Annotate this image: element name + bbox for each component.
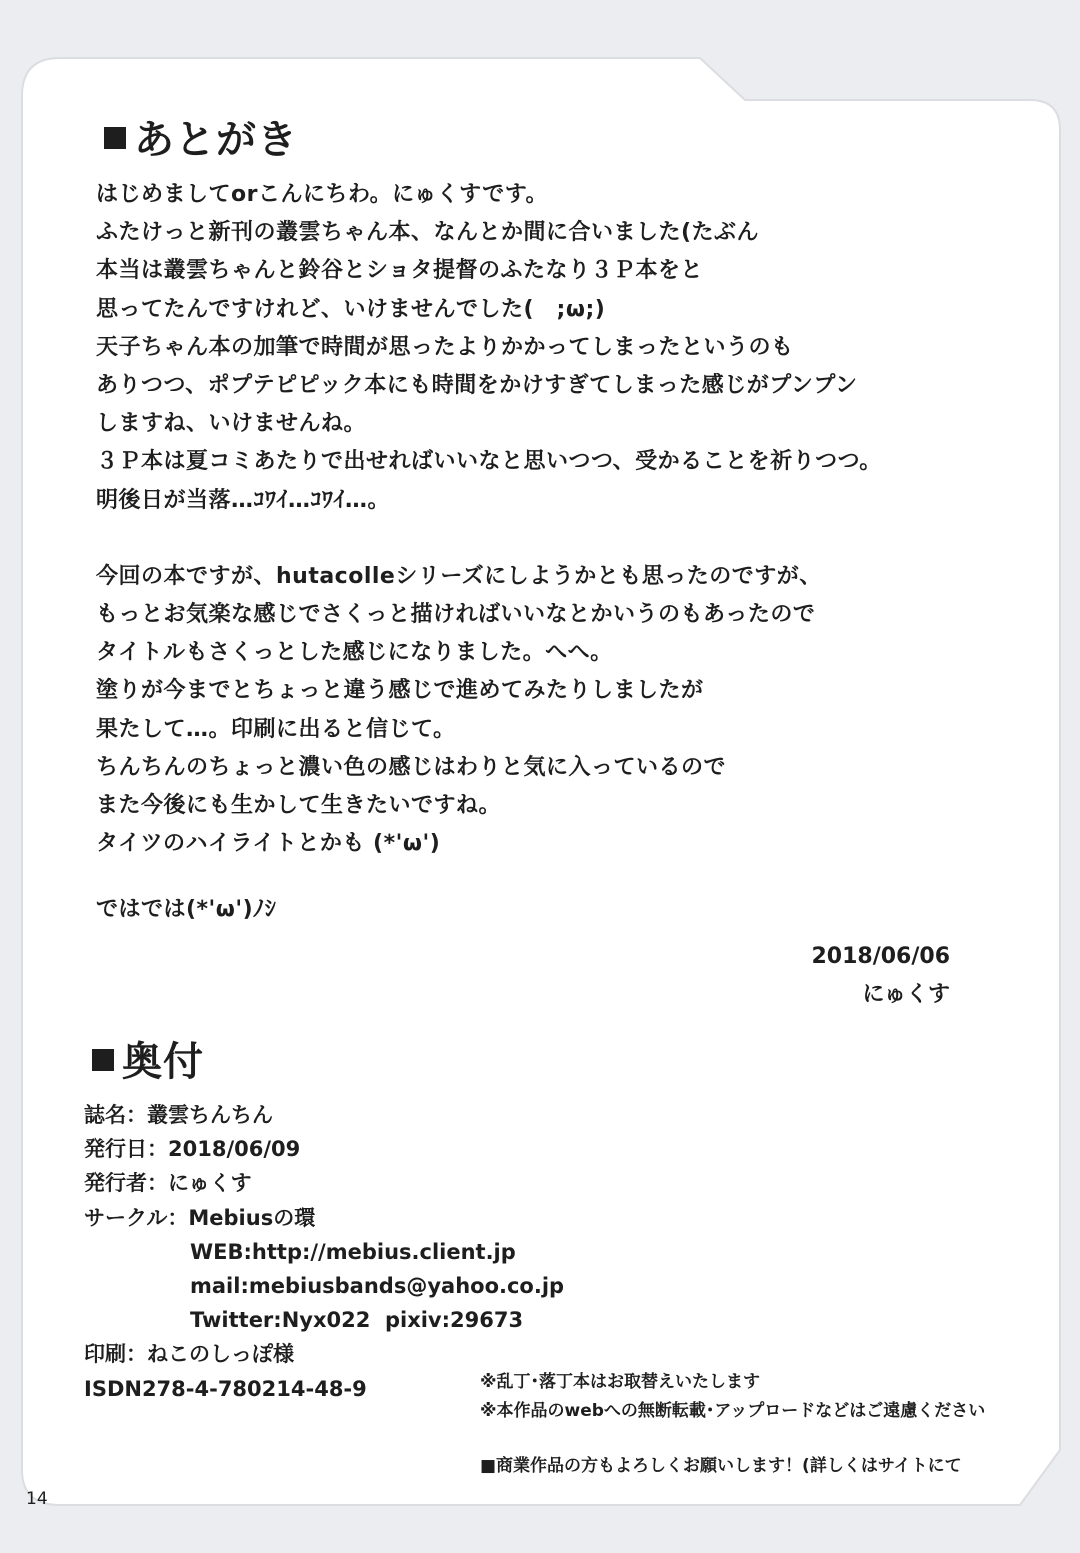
afterword-line: ありつつ、ポプテピピック本にも時間をかけすぎてしまった感じがプンプン: [96, 372, 858, 398]
colophon-sns: Twitter:Nyx022 pixiv:29673: [190, 1308, 524, 1333]
colophon-isdn: ISDN278-4-780214-48-9: [84, 1376, 367, 1401]
afterword-line: もっとお気楽な感じでさくっと描ければいいなとかいうのもあったので: [96, 602, 816, 628]
colophon-printer: 印刷：ねこのしっぽ様: [84, 1342, 294, 1367]
colophon-list: [84, 1098, 564, 1406]
afterword-line: また今後にも生かして生きたいですね。: [96, 793, 502, 818]
colophon-issued: 発行日：2018/06/09: [84, 1137, 301, 1162]
afterword-line: ふたけっと新刊の叢雲ちゃん本、なんとか間に合いました(たぶん: [96, 220, 760, 246]
note-exchange: ※乱丁･落丁本はお取替えいたします: [480, 1372, 761, 1392]
afterword-blank-line: [96, 520, 882, 558]
afterword-blank-line: [96, 863, 882, 891]
square-bullet-icon: [92, 1049, 114, 1071]
square-bullet-icon: [104, 127, 126, 149]
colophon-publisher: 発行者：にゅくす: [84, 1171, 252, 1196]
afterword-line: しますね、いけませんね。: [96, 411, 367, 437]
afterword-line: 思ってたんですけれど、いけませんでした( ;ω;): [96, 296, 606, 322]
afterword-line: タイトルもさくっとした感じになりました。へへ。: [96, 640, 613, 666]
afterword-line: ３Ｐ本は夏コミあたりで出せればいいなと思いつつ、受かることを祈りつつ。: [96, 449, 882, 475]
note-no-upload: ※本作品のwebへの無断転載･アップロードなどはご遠慮ください: [480, 1401, 986, 1421]
afterword-line: 塗りが今までとちょっと違う感じで進めてみたりしましたが: [96, 678, 704, 704]
afterword-line: 果たして…。印刷に出ると信じて。: [96, 716, 456, 742]
afterword-line: 今回の本ですが、hutacolleシリーズにしようかとも思ったのですが、: [96, 563, 822, 589]
afterword-line: タイツのハイライトとかも (*'ω'): [96, 831, 441, 857]
afterword-line: 天子ちゃん本の加筆で時間が思ったよりかかってしまったというのも: [96, 334, 794, 360]
afterword-line: ちんちんのちょっと濃い色の感じはわりと気に入っているので: [96, 754, 727, 780]
afterword-line: ではでは(*'ω')ﾉｼ: [96, 897, 277, 923]
note-commercial: ■商業作品の方もよろしくお願いします！(詳しくはサイトにて: [480, 1456, 962, 1476]
afterword-date: 2018/06/06: [811, 944, 950, 969]
afterword-line: 本当は叢雲ちゃんと鈴谷とショタ提督のふたなり３Ｐ本をと: [96, 258, 704, 284]
afterword-signature: にゅくす: [862, 982, 950, 1007]
colophon-circle: サークル：Mebiusの環: [84, 1205, 316, 1230]
colophon-title: 誌名：叢雲ちんちん: [84, 1103, 273, 1127]
colophon-heading: 奥付: [92, 1038, 204, 1086]
colophon-web: WEB:http://mebius.client.jp: [190, 1239, 516, 1264]
afterword-body: [96, 176, 882, 930]
afterword-line: はじめましてorこんにちわ。にゅくすです。: [96, 182, 549, 207]
afterword-heading: あとがき: [104, 116, 298, 164]
page-number: 14: [26, 1489, 48, 1509]
afterword-line: 明後日が当落…ｺﾜｲ…ｺﾜｲ…。: [96, 487, 391, 513]
colophon-mail: mail:mebiusbands@yahoo.co.jp: [190, 1273, 565, 1298]
